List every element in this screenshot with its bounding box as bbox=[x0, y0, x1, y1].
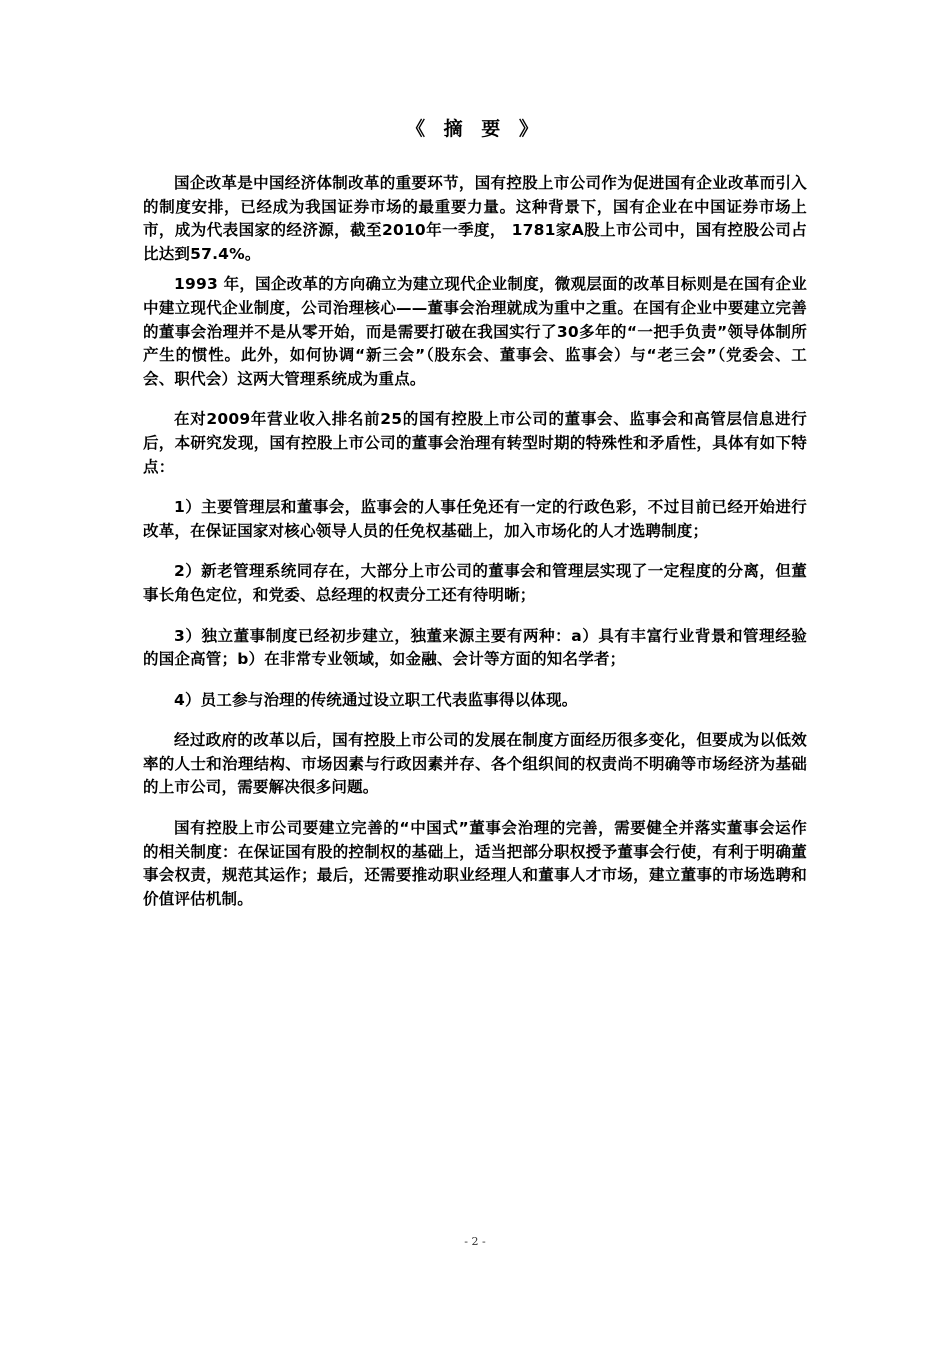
paragraph-background: 国企改革是中国经济体制改革的重要环节，国有控股上市公司作为促进国有企业改革而引入的制度安排，已经成为我国证券市场的最重要力量。这种背景下，国有企业在中国证券市场上市，成为代表国家的经济源，截至2010年一季度， 1781家A股上市公司中，国有控股公司占比达到57.4%。 bbox=[143, 174, 807, 263]
page-number: - 2 - bbox=[464, 1235, 486, 1248]
abstract-title: 《 摘 要 》 bbox=[406, 118, 544, 140]
paragraph-feature-4: 4）员工参与治理的传统通过设立职工代表监事得以体现。 bbox=[174, 690, 578, 709]
paragraph-feature-1: 1）主要管理层和董事会，监事会的人事任免还有一定的行政色彩，不过目前已经开始进行改革，在保证国家对核心领导人员的任免权基础上，加入市场化的人才选聘制度； bbox=[143, 498, 807, 540]
paragraph-reform-history: 1993 年，国企改革的方向确立为建立现代企业制度，微观层面的改革目标则是在国有企业中建立现代企业制度，公司治理核心——董事会治理就成为重中之重。在国有企业中要建立完善的董事会治理并不是从零开始，而是需要打破在我国实行了30多年的“一把手负责”领导体制所产生的惯性。此外，如何协调“新三会”（股东会、董事会、监事会）与“老三会”（党委会、工会、职代会）这两大管理系统成为重点。 bbox=[143, 275, 807, 388]
abstract-body bbox=[143, 172, 807, 911]
paragraph-feature-2: 2）新老管理系统同存在，大部分上市公司的董事会和管理层实现了一定程度的分离，但董事长角色定位，和党委、总经理的权责分工还有待明晰； bbox=[143, 562, 807, 604]
paragraph-challenges: 经过政府的改革以后，国有控股上市公司的发展在制度方面经历很多变化，但要成为以低效率的人士和治理结构、市场因素与行政因素并存、各个组织间的权责尚不明确等市场经济为基础的上市公司，需要解决很多问题。 bbox=[143, 731, 807, 797]
paragraph-research-findings: 在对2009年营业收入排名前25的国有控股上市公司的董事会、监事会和高管层信息进行后，本研究发现，国有控股上市公司的董事会治理有转型时期的特殊性和矛盾性，具体有如下特点： bbox=[143, 410, 807, 476]
paragraph-feature-3: 3）独立董事制度已经初步建立，独董来源主要有两种：a）具有丰富行业背景和管理经验的国企高管；b）在非常专业领域，如金融、会计等方面的知名学者； bbox=[143, 626, 807, 669]
paragraph-recommendations: 国有控股上市公司要建立完善的“中国式”董事会治理的完善，需要健全并落实董事会运作的相关制度：在保证国有股的控制权的基础上，适当把部分职权授予董事会行使，有利于明确董事会权责，规范其运作；最后，还需要推动职业经理人和董事人才市场，建立董事的市场选聘和价值评估机制。 bbox=[143, 819, 807, 908]
